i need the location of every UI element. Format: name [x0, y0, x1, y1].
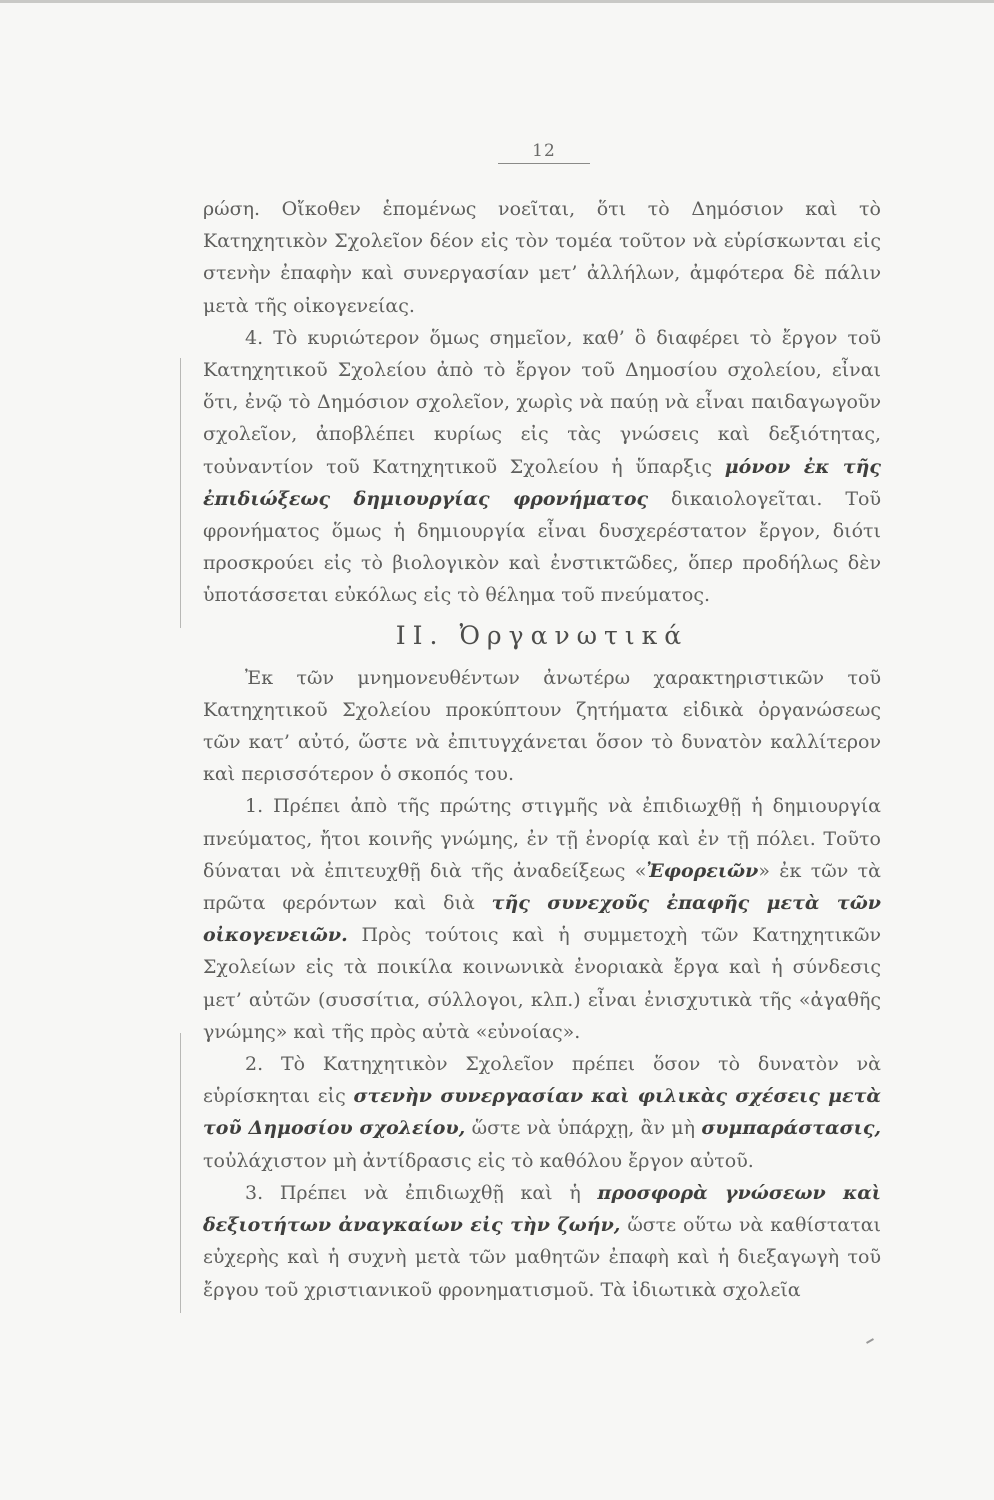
- emphasis-text: τῆς συνεχοῦς ἐπαφῆς μετὰ τῶν οἰκογενειῶν.: [203, 892, 881, 947]
- margin-mark: [180, 1033, 181, 1313]
- emphasis-text: στενὴν συνεργασίαν καὶ φιλικὰς σχέσεις μετὰ τοῦ Δημοσίου σχολείου,: [203, 1085, 881, 1140]
- paragraph-point-4: [203, 322, 881, 612]
- section-title: ΙΙ. Ὀργανωτικά: [395, 620, 689, 650]
- paragraph-text: τοὐλάχιστον μὴ ἀντίδρασις εἰς τὸ καθόλου ἔργον αὐτοῦ.: [203, 1149, 754, 1172]
- emphasis-text: μόνον ἐκ τῆς ἐπιδιώξεως δημιουργίας φρονήματος: [203, 455, 881, 510]
- paragraph-text: ὥστε οὕτω νὰ καθίσταται εὐχερὴς καὶ ἡ συχνὴ μετὰ τῶν μαθητῶν ἐπαφὴ καὶ ἡ διεξαγωγὴ τοῦ ἔργου τοῦ χριστιανικοῦ φρονηματισμοῦ. Τὰ ἰδιωτικὰ σχολεῖα: [203, 1214, 881, 1301]
- emphasis-text: συμπαράστασις,: [701, 1117, 881, 1140]
- paragraph-intro: Ἐκ τῶν μνημονευθέντων ἀνωτέρω χαρακτηριστικῶν τοῦ Κατηχητικοῦ Σχολείου προκύπτουν ζητήματα εἰδικὰ ὀργανώσεως τῶν κατ’ αὐτό, ὥστε νὰ ἐπιτυγχάνεται ὅσον τὸ δυνατὸν καλλίτερον καὶ περισσότερον ὁ σκοπός του.: [203, 666, 881, 786]
- page-number: 12: [498, 141, 590, 164]
- paragraph-text: 1. Πρέπει ἀπὸ τῆς πρώτης στιγμῆς νὰ ἐπιδιωχθῇ ἡ δημιουργία πνεύματος, ἤτοι κοινῆς γνώμης, ἐν τῇ ἐνορίᾳ καὶ ἐν τῇ πόλει. Τοῦτο δύναται νὰ ἐπιτευχθῇ διὰ τῆς ἀναδείξεως «: [203, 795, 881, 882]
- margin-mark: [180, 358, 181, 628]
- paragraph-point-2: [203, 1048, 881, 1177]
- emphasis-text: προσφορὰ γνώσεων καὶ δεξιοτήτων ἀναγκαίων εἰς τὴν ζωήν,: [203, 1181, 882, 1237]
- paragraph-text: 2. Τὸ Κατηχητικὸν Σχολεῖον πρέπει ὅσον τὸ δυνατὸν νὰ εὑρίσκηται εἰς: [203, 1053, 881, 1108]
- paragraph-text: 3. Πρέπει νὰ ἐπιδιωχθῇ καὶ ἡ: [245, 1181, 581, 1204]
- paragraph-point-1: [203, 790, 881, 1048]
- paragraph-point-3: [203, 1177, 881, 1306]
- emphasis-text: Ἐφορειῶν: [646, 859, 759, 882]
- paragraph-continuation: ρώση. Οἴκοθεν ἑπομένως νοεῖται, ὅτι τὸ Δημόσιον καὶ τὸ Κατηχητικὸν Σχολεῖον δέον εἰς τὸν τομέα τοῦτον νὰ εὑρίσκωνται εἰς στενὴν ἐπαφὴν καὶ συνεργασίαν μετ’ ἀλλήλων, ἀμφότερα δὲ πάλιν μετὰ τῆς οἰκογενείας.: [203, 198, 881, 317]
- paragraph-text: » ἐκ τῶν τὰ πρῶτα φερόντων καὶ διὰ: [203, 859, 881, 915]
- body-text: [203, 193, 881, 1306]
- paragraph-text: Πρὸς τούτοις καὶ ἡ συμμετοχὴ τῶν Κατηχητικῶν Σχολείων εἰς τὰ ποικίλα κοινωνικὰ ἐνοριακὰ ἔργα καὶ ἡ σύνδεσις μετ’ αὐτῶν (συσσίτια, σύλλογοι, κλπ.) εἶναι ἐνισχυτικὰ τῆς «ἀγαθῆς γνώμης» καὶ τῆς πρὸς αὐτὰ «εὐνοίας».: [203, 924, 881, 1043]
- ink-speck: [866, 1338, 874, 1344]
- paragraph-text: ὥστε νὰ ὑπάρχῃ, ἂν μὴ: [471, 1117, 696, 1140]
- paragraph-text: δικαιολογεῖται. Τοῦ φρονήματος ὅμως ἡ δημιουργία εἶναι δυσχερέστατον ἔργον, διότι προσκρούει εἰς τὸ βιολογικὸν καὶ ἐνστικτῶδες, ὅπερ προδήλως δὲν ὑποτάσσεται εὐκόλως εἰς τὸ θέλημα τοῦ πνεύματος.: [203, 487, 881, 607]
- paragraph-text: 4. Τὸ κυριώτερον ὅμως σημεῖον, καθ’ ὃ διαφέρει τὸ ἔργον τοῦ Κατηχητικοῦ Σχολείου ἀπὸ τὸ ἔργον τοῦ Δημοσίου σχολείου, εἶναι ὅτι, ἐνῷ τὸ Δημόσιον σχολεῖον, χωρὶς νὰ παύῃ νὰ εἶναι παιδαγωγοῦν σχολεῖον, ἀποβλέπει κυρίως εἰς τὰς γνώσεις καὶ δεξιότητας, τοὐναντίον τοῦ Κατηχητικοῦ Σχολείου ἡ ὕπαρξις: [203, 326, 881, 478]
